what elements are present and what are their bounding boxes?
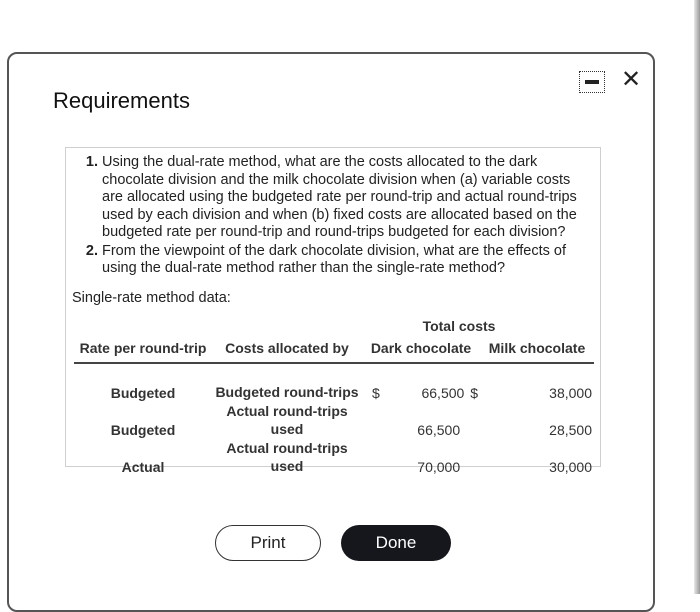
dialog-title: Requirements [53,88,190,113]
dark-value: 66,500 [417,422,461,438]
requirement-item [74,243,589,278]
column-header: Costs allocated by [212,334,362,363]
rate-cell: Budgeted [110,385,176,401]
alloc-cell: Actual round-trips used [226,403,348,437]
close-button[interactable] [619,68,643,92]
dollar-sign: $ [372,385,380,401]
column-header: Rate per round-trip [74,334,212,363]
requirement-item [74,154,589,242]
rate-cell: Budgeted [110,422,176,438]
close-icon: ✕ [620,66,642,93]
requirement-text: From the viewpoint of the dark chocolate division, what are the effects of using the dual-rate method rather than the single-rate method? [102,242,566,276]
single-rate-table [74,308,594,475]
table-row [74,401,594,438]
dark-cell [362,438,480,475]
alloc-cell: Budgeted round-trips [215,384,359,400]
requirement-number: 2. [85,242,98,259]
column-header: Milk chocolate [480,334,594,363]
requirements-panel [65,147,601,475]
milk-value: 28,500 [549,422,592,438]
total-costs-header: Total costs [422,318,496,334]
page-edge [694,0,700,594]
single-rate-label: Single-rate method data: [72,290,231,306]
table-row [74,363,594,401]
dark-cell [362,363,480,401]
requirement-number: 1. [85,154,98,170]
alloc-cell: Actual round-trips used [226,440,348,474]
minimize-icon [585,80,599,84]
dark-value: 70,000 [417,459,461,475]
dollar-sign: $ [470,385,478,401]
dark-value: 66,500 [421,385,465,401]
table-row [74,438,594,475]
rate-cell: Actual [121,459,165,475]
column-header: Dark chocolate [362,334,480,363]
minimize-button[interactable] [579,71,605,93]
milk-value: 30,000 [549,459,592,475]
print-button[interactable]: Print [215,525,321,561]
requirements-dialog [7,52,655,612]
done-button[interactable]: Done [341,525,451,561]
requirement-text: Using the dual-rate method, what are the costs allocated to the dark chocolate division and the milk chocolate division when (a) variable costs are allocated using the budgeted rate per round-trip and actual round-trips used by each division and when (b) fixed costs are allocated based on the budgeted rate per round-trip and round-trips budgeted for each division? [102,154,577,240]
requirements-list [74,154,589,279]
dark-cell [362,401,480,438]
milk-value: 38,000 [549,385,592,401]
